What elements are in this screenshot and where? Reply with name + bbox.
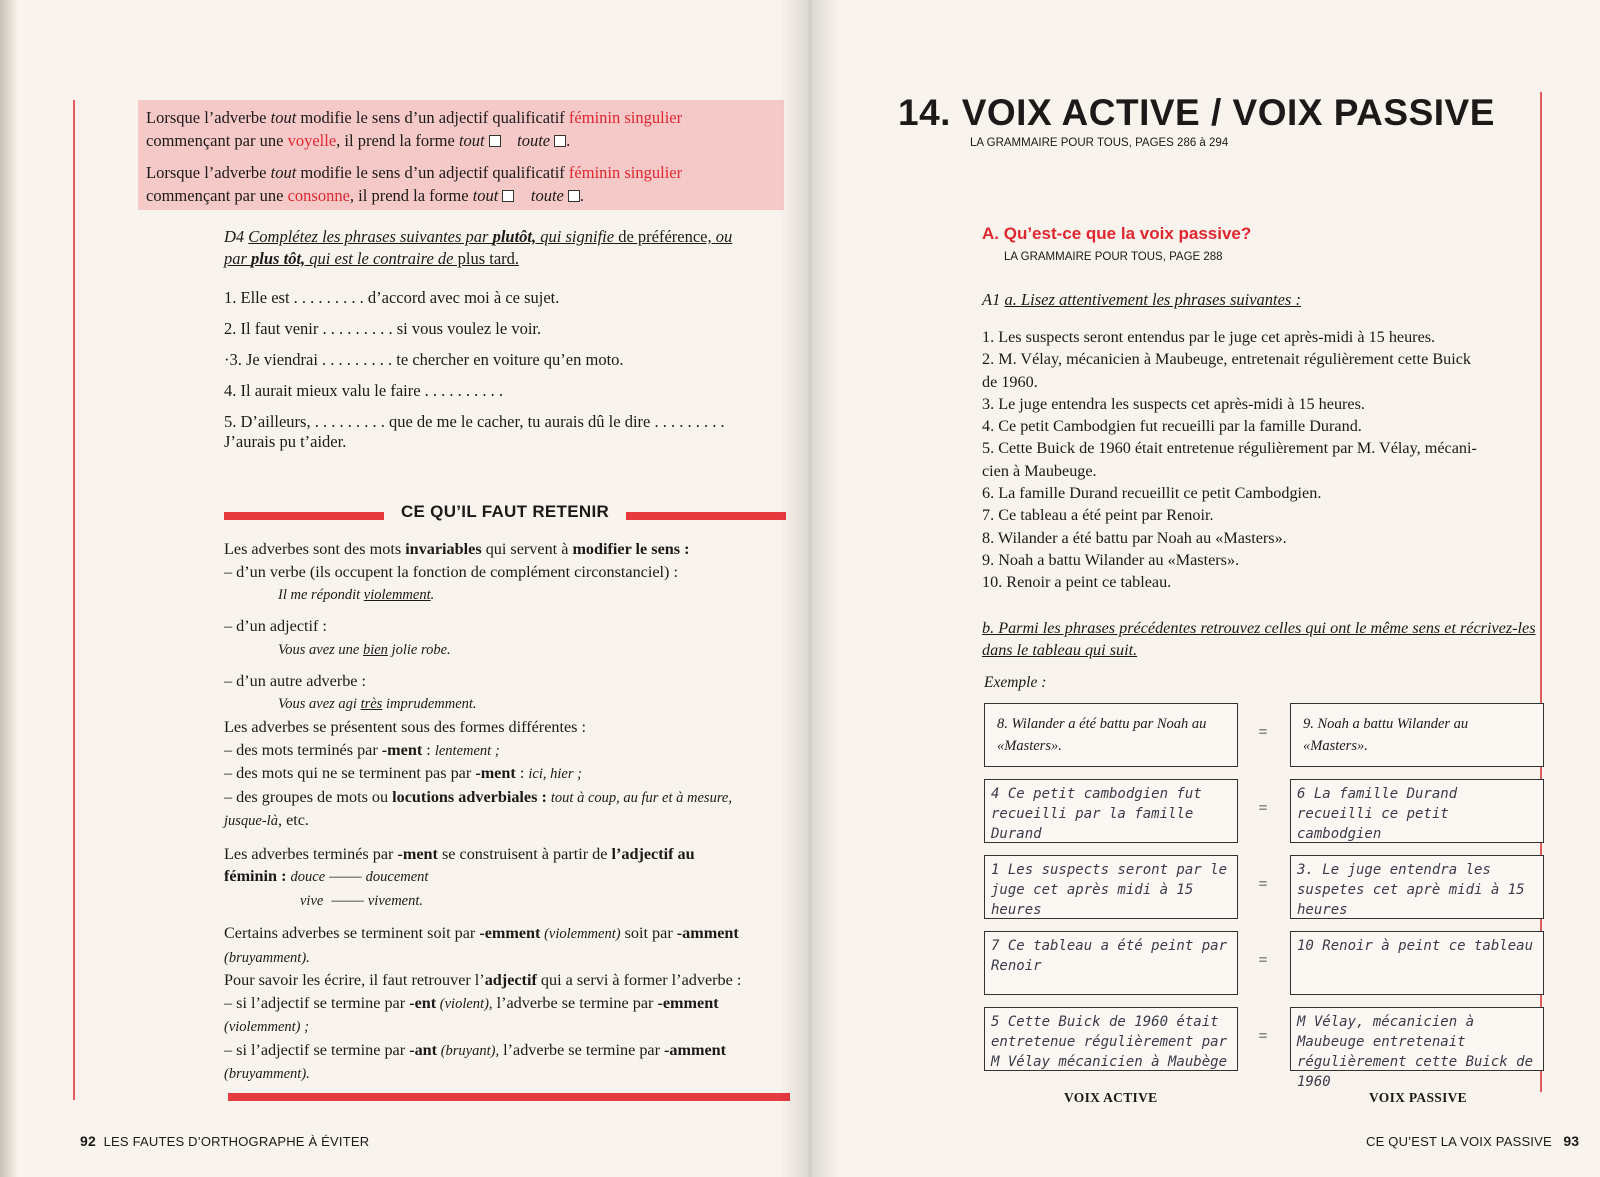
text: Il me répondit xyxy=(278,587,364,603)
answer-cell-active[interactable]: 7 Ce tableau a été peint par Renoir xyxy=(984,931,1238,995)
answer-cell-passive[interactable]: 3. Le juge entendra les suspetes cet aprè midi à 15 heures xyxy=(1290,855,1544,919)
list-item: 8. Wilander a été battu par Noah au «Masters». xyxy=(982,528,1287,547)
text: féminin : xyxy=(224,867,287,885)
text: tout xyxy=(472,186,499,205)
answer-checkbox[interactable] xyxy=(502,190,514,202)
paragraph xyxy=(224,843,790,866)
bullet xyxy=(224,739,790,763)
text: l’adjectif au xyxy=(611,844,695,863)
list-item: 1. Elle est . . . . . . . . . d’accord avec moi à ce sujet. xyxy=(224,288,560,307)
text: -ment xyxy=(381,740,423,759)
text: Vous avez agi xyxy=(278,696,361,712)
text: – si l’adjectif se termine par xyxy=(224,993,410,1012)
text: plus tôt, xyxy=(251,249,306,268)
list-item: 2. M. Vélay, mécanicien à Maubeuge, entretenait régulièrement cette Buick xyxy=(982,350,1472,369)
text: qui a servi à former l’adverbe : xyxy=(536,971,742,989)
text: Complétez les phrases suivantes par xyxy=(248,227,493,246)
red-bar xyxy=(228,1093,790,1101)
text: A1 xyxy=(982,290,1005,309)
text: – des groupes de mots ou xyxy=(224,787,393,806)
list-item: 5. Cette Buick de 1960 était entretenue régulièrement par M. Vélay, mécani- xyxy=(982,439,1477,458)
exercise-d4-list xyxy=(224,282,790,453)
text: qui est le contraire de xyxy=(305,249,454,268)
text: a. Lisez attentivement les phrases suivantes : xyxy=(1004,290,1301,309)
page-number: 93 xyxy=(1563,1133,1580,1149)
text: -amment xyxy=(664,1040,727,1059)
paragraph xyxy=(224,946,790,970)
running-title: CE QU’EST LA VOIX PASSIVE xyxy=(1366,1134,1552,1149)
exercise-a1-title xyxy=(982,290,1301,310)
bullet xyxy=(224,1039,790,1063)
rules-text xyxy=(224,538,790,1086)
bullet: – d’un autre adverbe : xyxy=(224,671,367,690)
text: commençant par une xyxy=(146,186,288,205)
bullet-cont xyxy=(224,809,790,833)
list-item: cien à Maubeuge. xyxy=(982,461,1097,480)
text: très xyxy=(360,696,383,712)
page-number: 92 xyxy=(80,1133,96,1149)
equals-sign: = xyxy=(1258,1028,1268,1045)
text: adjectif xyxy=(484,971,537,989)
text: violemment xyxy=(363,587,431,603)
equals-sign: = xyxy=(1258,952,1268,969)
text: . xyxy=(579,186,584,205)
chapter-title: 14. VOIX ACTIVE / VOIX PASSIVE xyxy=(898,92,1495,133)
column-label-passive: VOIX PASSIVE xyxy=(1369,1090,1467,1105)
text: , il prend la forme xyxy=(349,186,473,205)
text: . xyxy=(430,587,435,603)
text: -ment xyxy=(397,844,438,863)
text: . xyxy=(566,131,571,150)
text: -ant xyxy=(409,1040,438,1059)
text: consonne xyxy=(287,186,350,205)
text: douce xyxy=(290,869,326,885)
text: – si l’adjectif se termine par xyxy=(224,1040,410,1059)
list-item: 2. Il faut venir . . . . . . . . . si vous voulez le voir. xyxy=(224,319,542,338)
text: -ent xyxy=(409,993,437,1012)
text: -emment xyxy=(657,993,719,1012)
text: – des mots qui ne se terminent pas par xyxy=(224,764,476,782)
text: modifie le sens d’un adjectif qualificatif xyxy=(296,108,569,127)
text: jolie robe. xyxy=(387,641,451,658)
text: de préférence, xyxy=(614,227,716,246)
text: Vous avez une xyxy=(278,641,363,658)
chapter-reference: LA GRAMMAIRE POUR TOUS, PAGES 286 à 294 xyxy=(970,137,1229,149)
paragraph xyxy=(224,538,790,561)
text: par xyxy=(224,249,252,268)
list-item: 9. Noah a battu Wilander au «Masters». xyxy=(982,550,1240,569)
text: Lorsque l’adverbe xyxy=(146,108,271,127)
list-item: 7. Ce tableau a été peint par Renoir. xyxy=(982,506,1214,525)
right-footer xyxy=(1366,1133,1579,1149)
equals-sign: = xyxy=(1258,876,1268,893)
text: ou xyxy=(715,227,733,246)
list-item: 4. Ce petit Cambodgien fut recueilli par la famille Durand. xyxy=(982,417,1362,436)
text: féminin singulier xyxy=(568,163,683,182)
text: Les adverbes sont des mots xyxy=(224,540,406,558)
left-margin-rule xyxy=(73,100,75,1100)
table-cell-passive: 9. Noah a battu Wilander au «Masters». xyxy=(1290,703,1544,767)
text: -amment xyxy=(676,924,739,942)
paragraph: Les adverbes se présentent sous des formes différentes : xyxy=(224,718,587,736)
running-title: LES FAUTES D’ORTHOGRAPHE À ÉVITER xyxy=(103,1134,370,1149)
list-item: 6. La famille Durand recueillit ce petit Cambodgien. xyxy=(982,484,1322,503)
paragraph xyxy=(224,922,790,946)
answer-cell-active[interactable]: 5 Cette Buick de 1960 était entretenue régulièrement par M Vélay mécanicien à Maubège xyxy=(984,1007,1238,1071)
text: lentement ; xyxy=(434,742,500,759)
text: : xyxy=(422,740,435,759)
text: tout xyxy=(270,163,297,182)
text: voyelle xyxy=(287,131,337,150)
list-item: 4. Il aurait mieux valu le faire . . . . . . . . . . xyxy=(224,381,504,400)
text: (violemment) xyxy=(540,926,621,942)
text: Lorsque l’adverbe xyxy=(146,163,271,182)
section-header-retenir xyxy=(224,502,786,528)
text: se construisent à partir de xyxy=(437,844,612,863)
text: —— xyxy=(331,890,364,909)
bullet: – d’un verbe (ils occupent la fonction de complément circonstanciel) : xyxy=(224,562,678,581)
list-item: ·3. Je viendrai . . . . . . . . . te chercher en voiture qu’en moto. xyxy=(224,350,624,369)
list-item: 1. Les suspects seront entendus par le juge cet après-midi à 15 heures. xyxy=(982,328,1436,346)
text: modifier le sens : xyxy=(572,540,690,558)
text: qui servent à xyxy=(481,540,573,558)
text: imprudemment. xyxy=(382,696,477,712)
text: (violemment) ; xyxy=(224,1019,309,1035)
text: l’adverbe se termine par xyxy=(499,1040,665,1059)
bullet xyxy=(224,762,790,786)
list-item-continuation: J’aurais pu t’aider. xyxy=(224,432,347,451)
section-title: CE QU’IL FAUT RETENIR xyxy=(400,502,610,521)
text: (violent), xyxy=(436,995,493,1012)
text: , etc. xyxy=(277,811,309,829)
answer-checkbox[interactable] xyxy=(554,135,566,147)
equals-sign: = xyxy=(1258,800,1268,817)
text: -ment xyxy=(475,764,516,782)
text: soit par xyxy=(620,924,677,942)
text: Les adverbes terminés par xyxy=(224,844,398,863)
table-cell-active: 8. Wilander a été battu par Noah au «Masters». xyxy=(984,703,1238,767)
callout-voyelle xyxy=(146,106,776,152)
text: modifie le sens d’un adjectif qualificatif xyxy=(296,163,569,182)
list-item: 5. D’ailleurs, . . . . . . . . . que de me le cacher, tu aurais dû le dire . . . . . . . . . xyxy=(224,412,725,431)
answer-cell-active[interactable]: 1 Les suspects seront par le juge cet après midi à 15 heures xyxy=(984,855,1238,919)
paragraph xyxy=(224,865,790,889)
text: toute xyxy=(530,186,564,205)
paragraph xyxy=(224,889,790,913)
paragraph xyxy=(224,969,790,992)
rule-callout-box xyxy=(138,100,784,210)
text: plutôt, xyxy=(492,227,537,246)
text: : xyxy=(515,764,529,782)
answer-checkbox[interactable] xyxy=(489,135,501,147)
answer-checkbox[interactable] xyxy=(568,190,580,202)
text: qui signifie xyxy=(536,227,615,246)
callout-consonne xyxy=(146,161,776,207)
bullet xyxy=(224,786,790,810)
bullet-cont xyxy=(224,1015,790,1039)
list-item: de 1960. xyxy=(982,372,1038,391)
exercise-b-instruction: b. Parmi les phrases précédentes retrouvez celles qui ont le même sens et récrivez-les dans le tableau qui suit. xyxy=(982,619,1536,659)
text: tout à coup, au fur et à mesure, xyxy=(550,789,732,806)
text: (bruyamment). xyxy=(224,949,310,966)
answer-cell-active[interactable]: 4 Ce petit cambodgien fut recueilli par la famille Durand xyxy=(984,779,1238,843)
example xyxy=(224,692,790,716)
sentence-list xyxy=(982,326,1542,594)
text: plus tard. xyxy=(453,249,520,268)
text: Pour savoir les écrire, il faut retrouver l’ xyxy=(224,971,485,989)
text: , il prend la forme xyxy=(336,131,459,150)
text: -emment xyxy=(479,924,541,942)
text: doucement xyxy=(365,869,429,885)
text: l’adverbe se termine par xyxy=(492,993,658,1012)
answer-cell-passive[interactable]: 10 Renoir à peint ce tableau xyxy=(1290,931,1544,995)
example xyxy=(224,638,790,662)
bullet: – d’un adjectif : xyxy=(224,617,327,635)
text: toute xyxy=(517,131,551,150)
text: (bruyamment). xyxy=(224,1066,310,1082)
section-a-title: A. Qu’est-ce que la voix passive? xyxy=(982,224,1252,243)
text: —— xyxy=(329,867,362,885)
list-item: 3. Le juge entendra les suspects cet après-midi à 15 heures. xyxy=(982,394,1365,413)
bullet-cont xyxy=(224,1062,790,1086)
exercise-d4-title xyxy=(224,226,786,270)
text: locutions adverbiales : xyxy=(392,787,547,806)
text: Certains adverbes se terminent soit par xyxy=(224,924,480,942)
text: commençant par une xyxy=(146,131,288,150)
page-edge xyxy=(0,0,18,1177)
text: vive xyxy=(300,892,324,909)
red-bar xyxy=(224,512,384,520)
text: tout xyxy=(458,131,485,150)
equals-sign: = xyxy=(1258,724,1268,741)
column-label-active: VOIX ACTIVE xyxy=(1064,1090,1158,1105)
answer-cell-passive[interactable]: M Vélay, mécanicien à Maubeuge entretenait régulièrement cette Buick de 1960 xyxy=(1290,1007,1544,1071)
bullet xyxy=(224,992,790,1016)
answer-cell-passive[interactable]: 6 La famille Durand recueilli ce petit cambodgien xyxy=(1290,779,1544,843)
text: (bruyant), xyxy=(437,1042,500,1059)
text: ici, hier ; xyxy=(528,766,582,782)
text: D4 xyxy=(224,227,249,246)
left-footer xyxy=(80,1133,369,1149)
example-label: Exemple : xyxy=(984,674,1047,691)
text: féminin singulier xyxy=(568,108,683,127)
text: tout xyxy=(270,108,297,127)
section-a-reference: LA GRAMMAIRE POUR TOUS, PAGE 288 xyxy=(1004,251,1223,263)
example xyxy=(224,583,790,607)
list-item: 10. Renoir a peint ce tableau. xyxy=(982,573,1172,592)
text: – des mots terminés par xyxy=(224,740,382,759)
text: vivement. xyxy=(367,892,424,909)
text: jusque-là xyxy=(224,813,278,829)
text: bien xyxy=(362,641,388,658)
text: invariables xyxy=(405,540,482,558)
red-bar xyxy=(626,512,786,520)
